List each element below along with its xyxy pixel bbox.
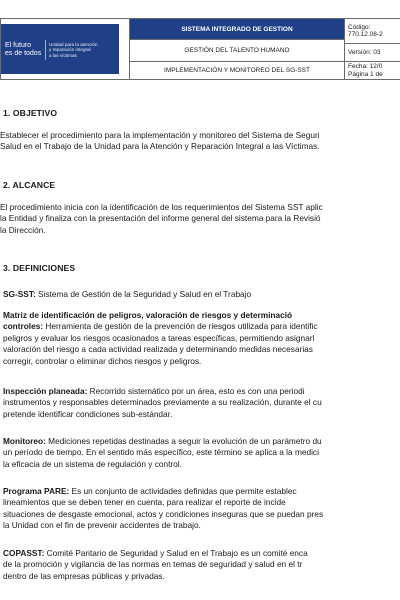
definition-inspeccion-line-3: pretende identificar condiciones sub-estándar. <box>3 408 173 419</box>
date-page-cell <box>345 62 400 80</box>
definition-pare-line-2: lineamientos que se deben tener en cuenta, para realizar el reporte de incide <box>3 497 286 508</box>
definition-matriz-line-2: peligros y evaluar los riesgos ocasionados a tareas específicas, permitiendo asignarl <box>3 332 315 343</box>
version-cell: Versión: 03 <box>345 44 400 62</box>
code-value: 770.12.08-2 <box>348 31 383 38</box>
definition-matriz-line-1: Herramienta de gestión de la prevención de riesgos utilizada para identific <box>43 321 318 332</box>
definition-monitoreo-line-1: Mediciones repetidas destinadas a seguir la evolución de un parámetro du <box>45 436 322 446</box>
definition-matriz-line-3: valoración del riesgo a cada actividad realizada y determinando medidas necesarias <box>3 344 313 355</box>
term-matriz: Matriz de identificación de peligros, valoración de riesgos y determinació <box>3 310 293 320</box>
section-objetivo-title: 1. OBJETIVO <box>3 108 58 118</box>
term-monitoreo: Monitoreo: <box>3 436 46 446</box>
definition-copasst-line-2: de la promoción y vigilancia de las normas en temas de seguridad y salud en el tr <box>3 559 303 570</box>
logo-divider <box>45 40 46 60</box>
definition-inspeccion-line-1: Recorrido sistemático por un área, esto es con una periodi <box>87 386 305 396</box>
procedure-name: IMPLEMENTACIÓN Y MONITOREO DEL SG-SST <box>130 62 345 80</box>
alcance-line-2: la Entidad y finaliza con la presentación del informe general del sistema para la Revisió <box>0 213 321 224</box>
term-sgsst: SG-SST: <box>3 289 36 299</box>
objetivo-text <box>0 130 320 153</box>
objetivo-line-2: Salud en el Trabajo de la Unidad para la Atención y Reparación Integral a las Víctimas. <box>0 141 320 152</box>
definition-copasst-line-1: Comité Paritario de Seguridad y Salud en el Trabajo es un comité enca <box>44 548 308 558</box>
system-title: SISTEMA INTEGRADO DE GESTION <box>130 19 345 40</box>
definition-monitoreo-line-3: la eficacia de un sistema de regulación y control. <box>3 458 182 469</box>
definition-matriz-line-4: corregir, controlar o eliminar dichos riesgos y peligros. <box>3 355 202 366</box>
term-inspeccion: Inspección planeada: <box>3 386 88 396</box>
definition-copasst-line-3: dentro de las empresas públicas y privadas. <box>3 570 165 581</box>
logo-main-text: El futuro es de todos <box>5 42 42 57</box>
date-text: Fecha: 12/0 <box>348 63 383 70</box>
definition-monitoreo-line-2: un período de tiempo. En el sentido más específico, este término se aplica a la medici <box>3 447 319 458</box>
logo-sub-text: Unidad para la atención y reparación integral a las víctimas <box>49 42 98 58</box>
logo-cell <box>1 19 130 80</box>
term-matriz-controles: controles: <box>3 321 44 332</box>
term-copasst: COPASST: <box>3 548 45 558</box>
code-label: Código: <box>348 23 371 31</box>
document-header <box>0 18 400 80</box>
alcance-line-1: El procedimiento inicia con la identificación de los requerimientos del Sistema SST aplic <box>0 202 323 212</box>
alcance-line-3: la Dirección. <box>0 224 46 235</box>
definition-pare-line-4: la Unidad con el fin de prevenir accidentes de trabajo. <box>3 520 201 531</box>
alcance-text <box>0 202 323 236</box>
definition-inspeccion-line-2: instrumentos y responsables determinados previamente a su realización, durante el cu <box>3 397 322 408</box>
definition-monitoreo <box>3 436 322 470</box>
definition-pare-line-3: situaciones de desgaste emocional, actos y condiciones inseguras que se puedan pres <box>3 508 324 519</box>
definition-copasst <box>3 548 308 582</box>
page-text: Página 1 de <box>348 70 383 78</box>
unidad-victimas-logo <box>1 24 119 74</box>
definition-matriz <box>3 310 318 367</box>
definition-pare <box>3 486 323 532</box>
definition-pare-line-1: Es un conjunto de actividades definidas que permite establec <box>69 486 297 496</box>
definition-sgsst-text: Sistema de Gestión de la Seguridad y Salud en el Trabajo <box>35 289 252 299</box>
definition-sgsst <box>3 289 251 300</box>
code-cell <box>345 19 400 44</box>
definition-inspeccion <box>3 386 322 420</box>
term-pare: Programa PARE: <box>3 486 70 496</box>
process-name: GESTIÓN DEL TALENTO HUMANO <box>130 40 345 62</box>
objetivo-line-1: Establecer el procedimiento para la implementación y monitoreo del Sistema de Seguri <box>0 130 320 140</box>
section-alcance-title: 2. ALCANCE <box>3 180 56 190</box>
section-definiciones-title: 3. DEFINICIONES <box>3 263 76 273</box>
